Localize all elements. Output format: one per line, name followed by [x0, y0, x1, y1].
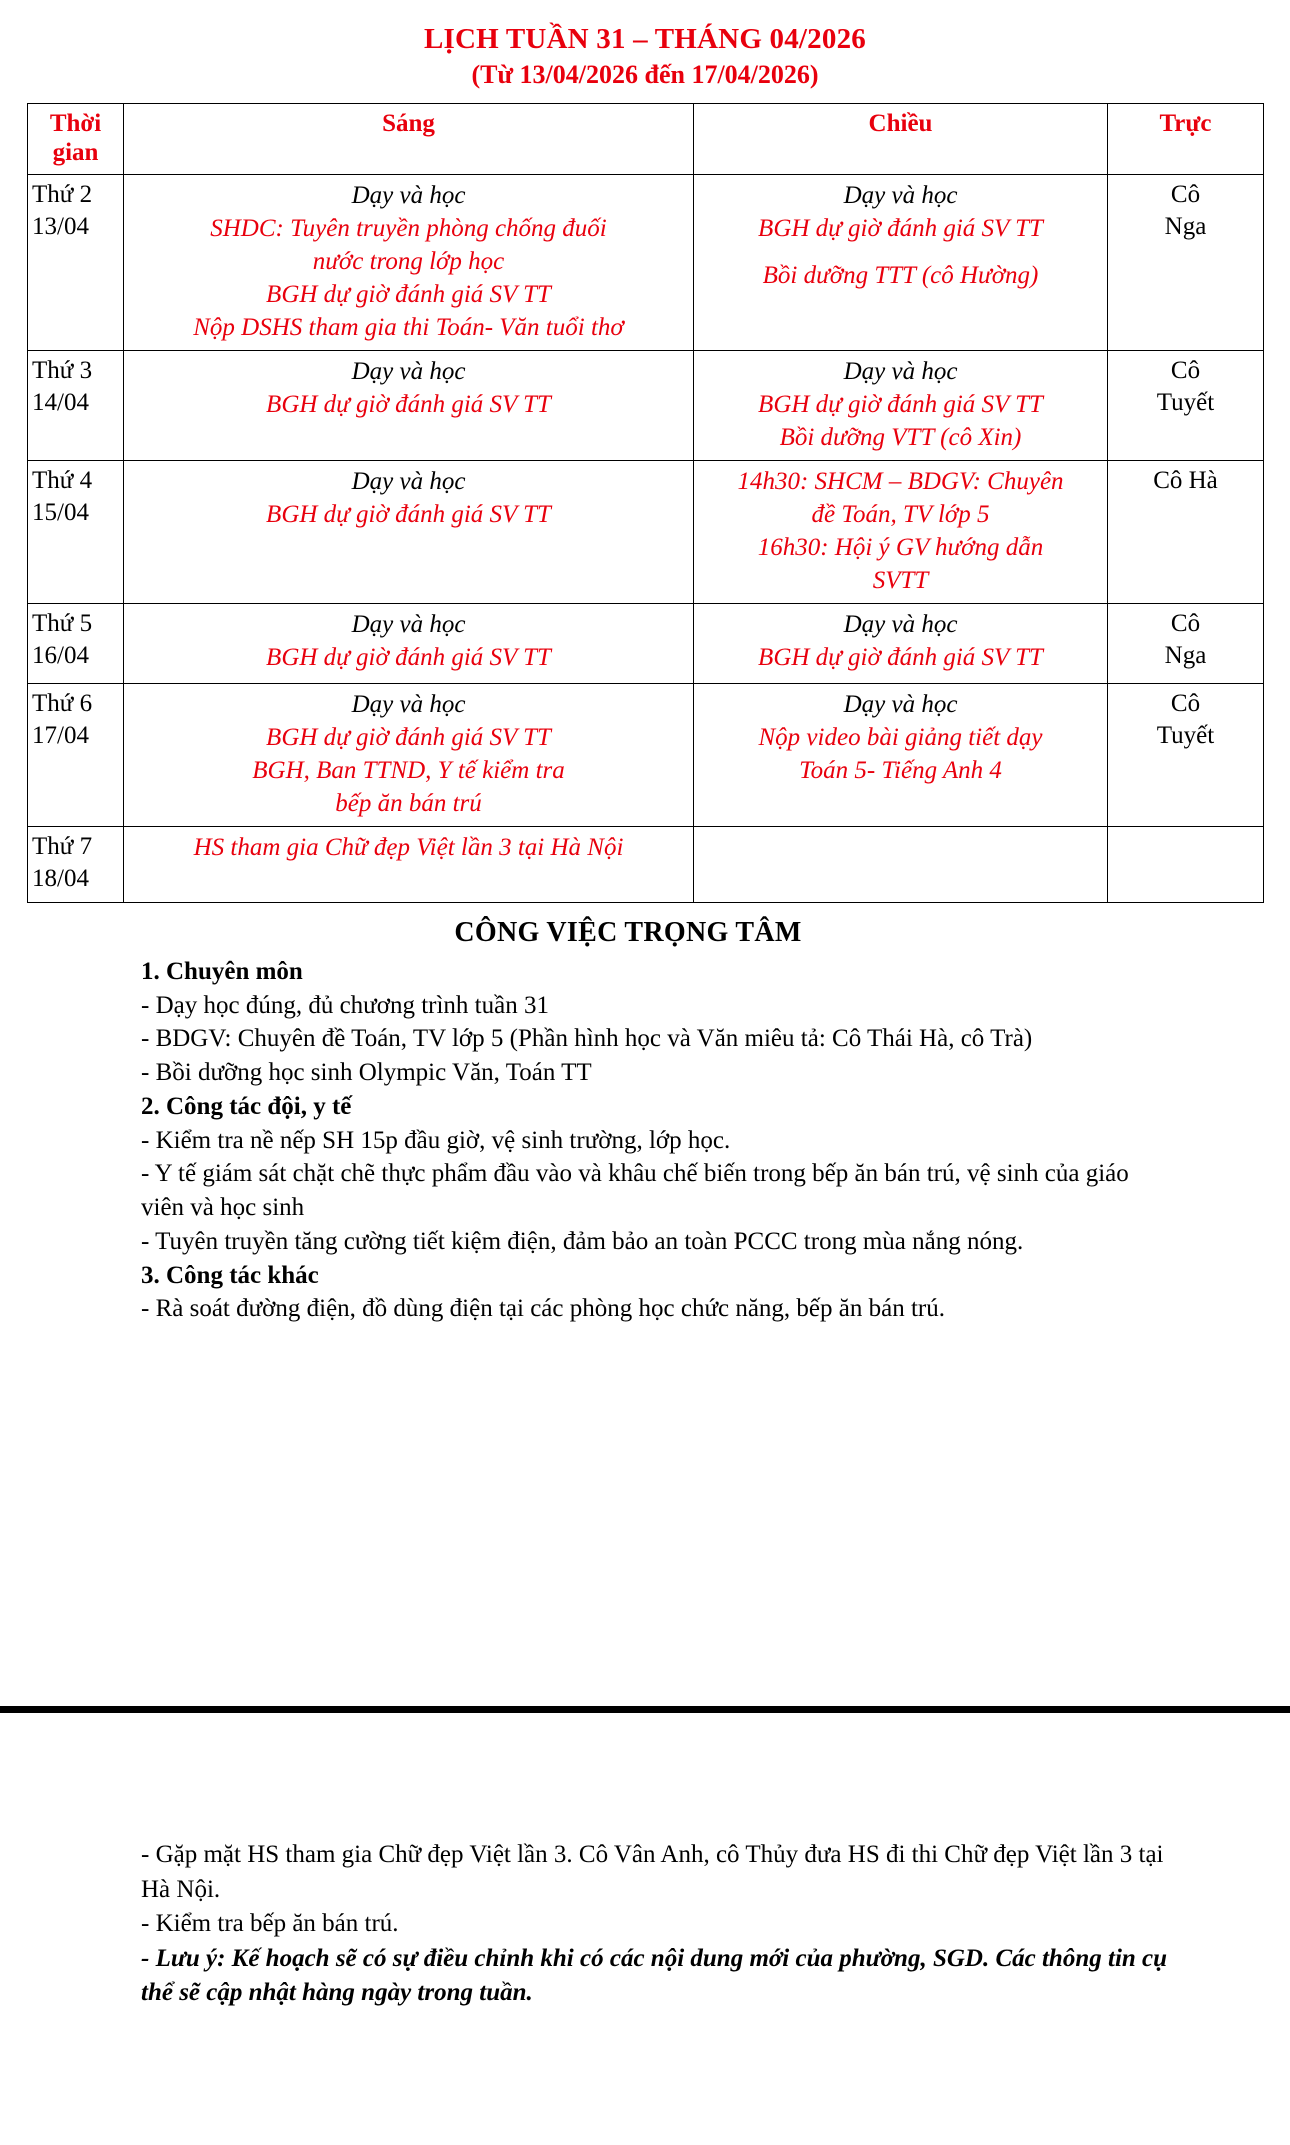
schedule-table-wrapper	[27, 103, 1263, 903]
cell-morning	[124, 460, 694, 603]
day-name: Thứ 7	[32, 832, 93, 860]
duty-line1: Cô	[1170, 609, 1201, 637]
cell-duty	[1108, 174, 1264, 350]
morning-line: Dạy và học	[351, 181, 466, 209]
morning-line: Nộp DSHS tham gia thi Toán- Văn tuổi thơ	[193, 313, 624, 341]
day-name: Thứ 2	[32, 180, 93, 208]
page-subtitle: (Từ 13/04/2026 đến 17/04/2026)	[471, 59, 819, 89]
cell-morning	[124, 174, 694, 350]
cell-duty	[1108, 826, 1264, 902]
cell-day	[28, 350, 124, 460]
afternoon-line: SVTT	[872, 566, 929, 594]
column-header-afternoon: Chiều	[694, 104, 1108, 175]
day-date: 15/04	[32, 499, 89, 527]
cell-day	[28, 460, 124, 603]
afternoon-line: BGH dự giờ đánh giá SV TT	[758, 214, 1043, 242]
morning-line: SHDC: Tuyên truyền phòng chống đuối	[210, 214, 607, 242]
table-row	[28, 683, 1264, 826]
focus-section-heading: 1. Chuyên môn	[141, 957, 303, 985]
column-header-time	[28, 104, 124, 175]
focus-tasks-section	[115, 917, 1175, 1326]
cell-duty	[1108, 350, 1264, 460]
morning-line: Dạy và học	[351, 467, 466, 495]
table-row	[28, 826, 1264, 902]
cell-morning	[124, 603, 694, 683]
table-header	[28, 104, 1264, 175]
cell-afternoon	[694, 603, 1108, 683]
page-break-divider	[0, 1706, 1290, 1713]
cell-afternoon	[694, 174, 1108, 350]
tail-body	[141, 1838, 1175, 2011]
morning-line: nước trong lớp học	[312, 247, 505, 275]
day-name: Thứ 4	[32, 466, 93, 494]
weekly-schedule-table	[27, 103, 1264, 903]
duty-line2: Nga	[1164, 213, 1207, 241]
cell-duty	[1108, 603, 1264, 683]
afternoon-line: Dạy và học	[843, 181, 958, 209]
afternoon-line: 14h30: SHCM – BDGV: Chuyên	[737, 467, 1064, 495]
page-title: LỊCH TUẦN 31 – THÁNG 04/2026	[423, 23, 866, 55]
afternoon-line	[698, 245, 1103, 259]
focus-tasks-title: CÔNG VIỆC TRỌNG TÂM	[454, 916, 802, 948]
day-date: 16/04	[32, 642, 89, 670]
tail-section	[115, 1838, 1175, 2011]
day-date: 14/04	[32, 389, 89, 417]
afternoon-line: Nộp video bài giảng tiết dạy	[758, 723, 1043, 751]
duty-line1: Cô	[1170, 356, 1201, 384]
afternoon-line: Bồi dưỡng VTT (cô Xin)	[779, 423, 1022, 451]
morning-line: Dạy và học	[351, 690, 466, 718]
morning-line: BGH dự giờ đánh giá SV TT	[266, 390, 551, 418]
table-row	[28, 460, 1264, 603]
day-name: Thứ 3	[32, 356, 93, 384]
morning-line: HS tham gia Chữ đẹp Việt lần 3 tại Hà Nội	[193, 833, 624, 861]
afternoon-line: 16h30: Hội ý GV hướng dẫn	[757, 533, 1044, 561]
morning-line: Dạy và học	[351, 610, 466, 638]
focus-tasks-body	[141, 955, 1175, 1326]
focus-item: - BDGV: Chuyên đề Toán, TV lớp 5 (Phần hình học và Văn miêu tả: Cô Thái Hà, cô Trà)	[141, 1025, 1033, 1053]
duty-line2: Tuyết	[1156, 389, 1215, 417]
afternoon-line: BGH dự giờ đánh giá SV TT	[758, 390, 1043, 418]
morning-line: BGH, Ban TTND, Y tế kiểm tra	[252, 756, 565, 784]
day-date: 13/04	[32, 213, 89, 241]
table-row	[28, 350, 1264, 460]
focus-item: - Y tế giám sát chặt chẽ thực phẩm đầu vào và khâu chế biến trong bếp ăn bán trú, vệ sinh của giáo viên và học sinh	[141, 1160, 1129, 1222]
afternoon-line: Dạy và học	[843, 690, 958, 718]
duty-line1: Cô	[1170, 689, 1201, 717]
column-header-morning: Sáng	[124, 104, 694, 175]
morning-line: BGH dự giờ đánh giá SV TT	[266, 280, 551, 308]
focus-item: - Kiểm tra nề nếp SH 15p đầu giờ, vệ sinh trường, lớp học.	[141, 1126, 731, 1154]
cell-morning	[124, 683, 694, 826]
cell-day	[28, 826, 124, 902]
morning-line: Dạy và học	[351, 357, 466, 385]
morning-line: BGH dự giờ đánh giá SV TT	[266, 643, 551, 671]
cell-morning	[124, 826, 694, 902]
cell-day	[28, 683, 124, 826]
focus-item: - Rà soát đường điện, đồ dùng điện tại các phòng học chức năng, bếp ăn bán trú.	[141, 1295, 945, 1323]
duty-line2: Tuyết	[1156, 722, 1215, 750]
afternoon-line: Toán 5- Tiếng Anh 4	[799, 756, 1002, 784]
day-name: Thứ 5	[32, 609, 93, 637]
cell-duty	[1108, 683, 1264, 826]
cell-afternoon	[694, 826, 1108, 902]
afternoon-line: Bồi dưỡng TTT (cô Hường)	[762, 261, 1039, 289]
cell-afternoon	[694, 460, 1108, 603]
table-header-row	[28, 104, 1264, 175]
column-header-time-line1: Thời	[49, 110, 102, 138]
duty-line1: Cô	[1170, 180, 1201, 208]
morning-line: BGH dự giờ đánh giá SV TT	[266, 723, 551, 751]
table-row	[28, 174, 1264, 350]
column-header-time-line2: gian	[52, 139, 99, 167]
morning-line: BGH dự giờ đánh giá SV TT	[266, 500, 551, 528]
title-block	[0, 0, 1290, 91]
afternoon-line: Dạy và học	[843, 357, 958, 385]
tail-note: - Lưu ý: Kế hoạch sẽ có sự điều chỉnh khi có các nội dung mới của phường, SGD. Các thông tin cụ thể sẽ cập nhật hàng ngày trong tuần.	[141, 1944, 1168, 2006]
focus-item: - Tuyên truyền tăng cường tiết kiệm điện, đảm bảo an toàn PCCC trong mùa nắng nóng.	[141, 1227, 1024, 1255]
afternoon-line: đề Toán, TV lớp 5	[811, 500, 990, 528]
tail-item: - Gặp mặt HS tham gia Chữ đẹp Việt lần 3. Cô Vân Anh, cô Thủy đưa HS đi thi Chữ đẹp Việt lần 3 tại Hà Nội.	[141, 1841, 1164, 1903]
day-date: 17/04	[32, 722, 89, 750]
duty-line1: Cô Hà	[1153, 466, 1218, 494]
focus-item: - Bồi dưỡng học sinh Olympic Văn, Toán TT	[141, 1059, 592, 1087]
afternoon-line: BGH dự giờ đánh giá SV TT	[758, 643, 1043, 671]
table-row	[28, 603, 1264, 683]
cell-afternoon	[694, 683, 1108, 826]
day-name: Thứ 6	[32, 689, 93, 717]
cell-morning	[124, 350, 694, 460]
cell-afternoon	[694, 350, 1108, 460]
day-date: 18/04	[32, 865, 89, 893]
duty-line2: Nga	[1164, 642, 1207, 670]
cell-day	[28, 603, 124, 683]
tail-item: - Kiểm tra bếp ăn bán trú.	[141, 1910, 399, 1937]
cell-duty	[1108, 460, 1264, 603]
focus-item: - Dạy học đúng, đủ chương trình tuần 31	[141, 991, 549, 1019]
focus-section-heading: 2. Công tác đội, y tế	[141, 1092, 352, 1120]
table-body	[28, 174, 1264, 902]
focus-section-heading: 3. Công tác khác	[141, 1261, 319, 1289]
column-header-duty: Trực	[1108, 104, 1264, 175]
cell-day	[28, 174, 124, 350]
afternoon-line: Dạy và học	[843, 610, 958, 638]
morning-line: bếp ăn bán trú	[335, 789, 482, 817]
